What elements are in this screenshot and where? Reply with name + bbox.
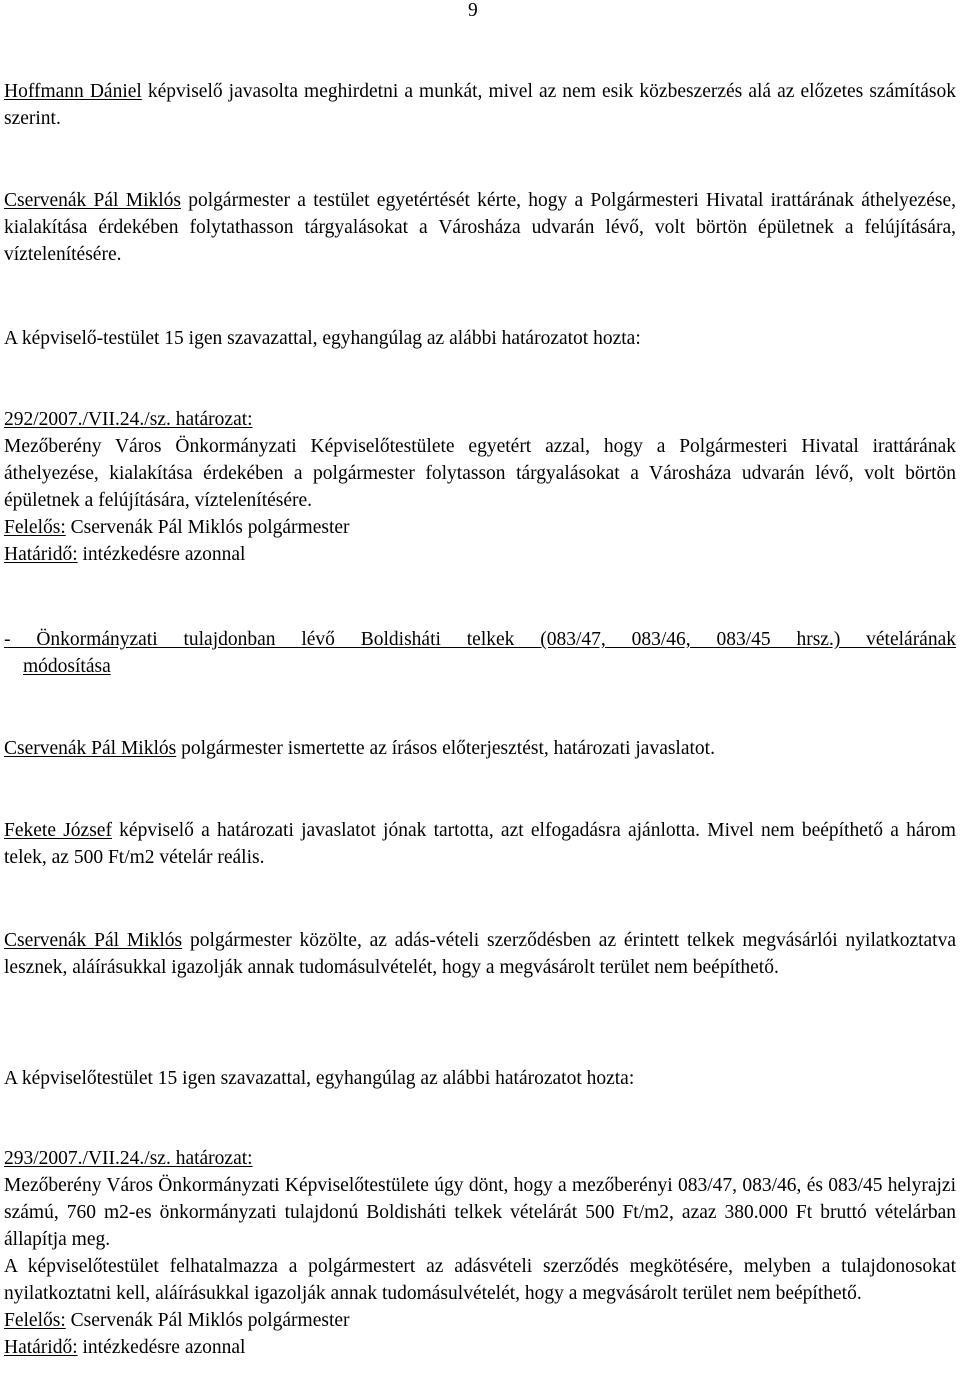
- page-number: 9: [468, 0, 478, 21]
- speaker-name: Hoffmann Dániel: [4, 81, 142, 102]
- paragraph-text: polgármester közölte, az adás-vételi szerződésben az érintett telkek megvásárlói nyilatkoztatva lesznek, aláírásukkal igazolják annak tudomásulvételét, hogy a megvásárolt terület nem beépíthető.: [4, 930, 957, 978]
- agenda-item-heading: [4, 626, 956, 680]
- paragraph-text: polgármester a testület egyetértését kérte, hogy a Polgármesteri Hivatal irattárának áthelyezése, kialakítása érdekében folytathasson tárgyalásokat a Városháza udvarán lévő, volt börtön épületnek a felújítására, víztelenítésére.: [4, 190, 956, 265]
- responsible-label: Felelős:: [4, 1310, 66, 1331]
- paragraph-fekete: [4, 817, 956, 871]
- responsible-label: Felelős:: [4, 517, 66, 538]
- paragraph-text: polgármester ismertette az írásos előterjesztést, határozati javaslatot.: [176, 738, 715, 759]
- paragraph-text: képviselő a határozati javaslatot jónak tartotta, azt elfogadásra ajánlotta. Mivel nem beépíthető a három telek, az 500 Ft/m2 vételár reális.: [4, 820, 956, 868]
- deadline-line: [4, 541, 956, 568]
- paragraph-cservenak-contract: [4, 927, 956, 981]
- deadline-label: Határidő:: [4, 544, 78, 565]
- resolution-text: Mezőberény Város Önkormányzati Képviselőtestülete egyetért azzal, hogy a Polgármesteri Hivatal irattárának áthelyezése, kialakítása érdekében a polgármester folytasson tárgyalásokat a Városháza udvarán lévő, volt börtön épületnek a felújítására, víztelenítésére.: [4, 436, 956, 511]
- responsible-line: [4, 514, 956, 541]
- vote-statement: A képviselő-testület 15 igen szavazattal, egyhangúlag az alábbi határozatot hozta:: [4, 328, 641, 349]
- resolution-293: [4, 1145, 956, 1361]
- paragraph-cservenak-request: [4, 187, 956, 268]
- speaker-name: Fekete József: [4, 820, 112, 841]
- responsible-line: [4, 1307, 956, 1334]
- deadline-value: intézkedésre azonnal: [77, 544, 246, 565]
- speaker-name: Cservenák Pál Miklós: [4, 930, 183, 951]
- resolution-number: 293/2007./VII.24./sz. határozat:: [4, 1148, 253, 1169]
- resolution-authorization: A képviselőtestület felhatalmazza a polgármestert az adásvételi szerződés megkötésére, melyben a tulajdonosokat nyilatkoztatni kell, aláírásukkal igazolják annak tudomásulvételét, hogy a megvásárolt terület nem beépíthető.: [4, 1256, 956, 1304]
- paragraph-hoffmann: [4, 78, 956, 132]
- deadline-value: intézkedésre azonnal: [77, 1337, 246, 1358]
- vote-statement-2: A képviselőtestület 15 igen szavazattal, egyhangúlag az alábbi határozatot hozta:: [4, 1068, 635, 1089]
- resolution-number: 292/2007./VII.24./sz. határozat:: [4, 409, 253, 430]
- deadline-label: Határidő:: [4, 1337, 78, 1358]
- responsible-value: Cservenák Pál Miklós polgármester: [65, 517, 350, 538]
- speaker-name: Cservenák Pál Miklós: [4, 190, 181, 211]
- paragraph-text: képviselő javasolta meghirdetni a munkát, mivel az nem esik közbeszerzés alá az előzetes számítások szerint.: [4, 81, 956, 129]
- deadline-line: [4, 1334, 956, 1361]
- resolution-text: Mezőberény Város Önkormányzati Képviselőtestülete úgy dönt, hogy a mezőberényi 083/47, 083/46, és 083/45 helyrajzi számú, 760 m2-es önkormányzati tulajdonú Boldisháti telkek vételárát 500 Ft/m2, azaz 380.000 Ft bruttó vételárban állapítja meg.: [4, 1175, 956, 1250]
- speaker-name: Cservenák Pál Miklós: [4, 738, 177, 759]
- agenda-line-2: módosítása: [23, 656, 111, 677]
- paragraph-cservenak-presented: [4, 735, 956, 762]
- responsible-value: Cservenák Pál Miklós polgármester: [65, 1310, 350, 1331]
- resolution-292: [4, 406, 956, 568]
- agenda-line-1: - Önkormányzati tulajdonban lévő Boldisháti telkek (083/47, 083/46, 083/45 hrsz.) vételárának: [4, 629, 956, 650]
